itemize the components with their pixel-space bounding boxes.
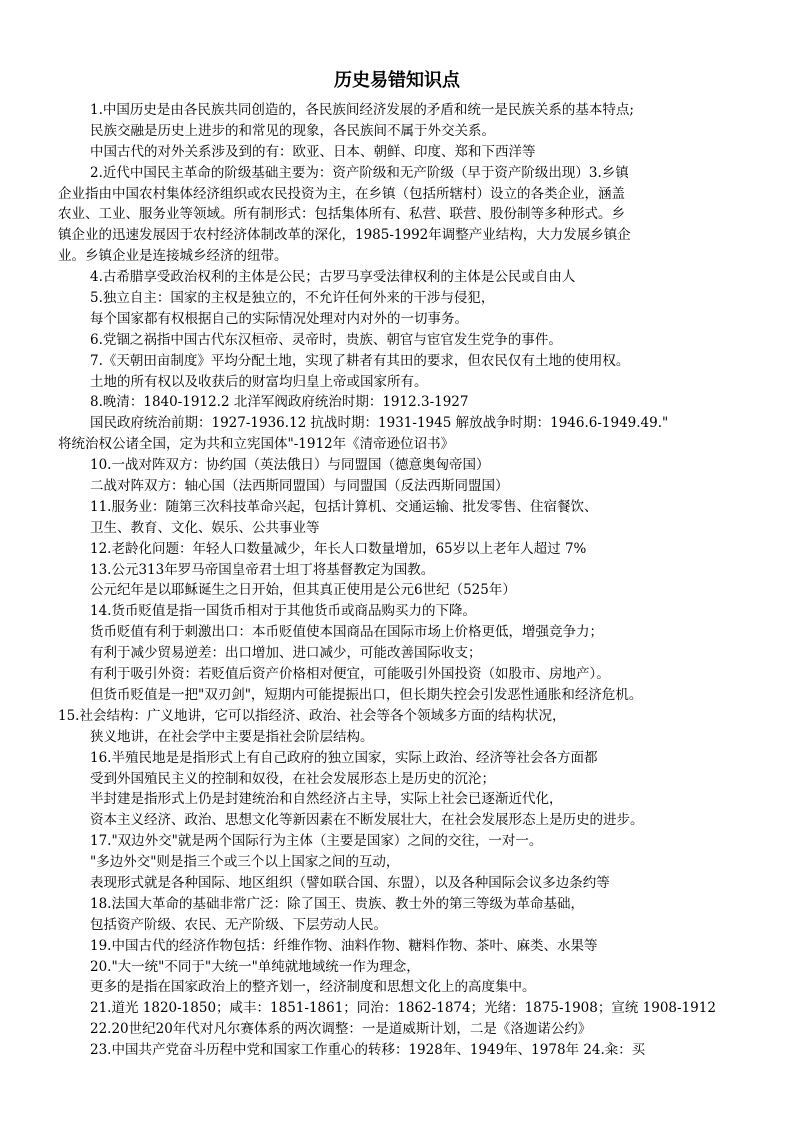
text-line: "多边外交"则是指三个或三个以上国家之间的互动，: [90, 854, 400, 871]
text-line: 企业指由中国农村集体经济组织或农民投资为主，在乡镇（包括所辖村）设立的各类企业，涵盖: [58, 185, 625, 202]
text-line: 14.货币贬值是指一国货币相对于其他货币或商品购买力的下降。: [90, 603, 476, 620]
text-line: 但货币贬值是一把"双刃剑"，短期内可能提振出口，但长期失控会引发恶性通胀和经济危机。: [90, 686, 643, 703]
text-line: 11.服务业：随第三次科技革命兴起，包括计算机、交通运输、批发零售、住宿餐饮、: [90, 498, 598, 515]
text-line: 二战对阵双方：轴心国（法西斯同盟国）与同盟国（反法西斯同盟国）: [90, 478, 509, 495]
text-line: 民族交融是历史上进步的和常见的现象，各民族间不属于外交关系。: [90, 122, 495, 139]
text-line: 23.中国共产党奋斗历程中党和国家工作重心的转移：1928年、1949年、1978年 24.籴：买: [90, 1042, 646, 1059]
text-line: 业。乡镇企业是连接城乡经济的纽带。: [58, 248, 288, 265]
text-line: 国民政府统治前期：1927-1936.12 抗战时期：1931-1945 解放战争时期：1946.6-1949.49.": [90, 415, 669, 432]
document-body: [58, 100, 738, 1061]
document-title: 历史易错知识点: [334, 70, 460, 91]
text-line: 狭义地讲，在社会学中主要是指社会阶层结构。: [90, 728, 374, 745]
text-line: 土地的所有权以及收获后的财富均归皇上帝或国家所有。: [90, 373, 428, 390]
text-line: 更多的是指在国家政治上的整齐划一，经济制度和思想文化上的高度集中。: [90, 979, 536, 996]
text-line: 半封建是指形式上仍是封建统治和自然经济占主导，实际上社会已逐渐近代化，: [90, 791, 563, 808]
text-line: 镇企业的迅速发展因于农村经济体制改革的深化，1985-1992年调整产业结构，大力发展乡镇企: [58, 227, 631, 244]
text-line: 16.半殖民地是是指形式上有自己政府的独立国家，实际上政治、经济等社会各方面都: [90, 749, 598, 766]
text-line: 有利于吸引外资：若贬值后资产价格相对便宜，可能吸引外国投资（如股市、房地产）。: [90, 666, 610, 683]
text-line: 13.公元313年罗马帝国皇帝君士坦丁将基督教定为国教。: [90, 561, 435, 578]
text-line: 农业、工业、服务业等领域。所有制形式：包括集体所有、私营、联营、股份制等多种形式。乡: [58, 206, 625, 223]
text-line: 6.党锢之祸指中国古代东汉桓帝、灵帝时，贵族、朝官与宦官发生党争的事件。: [90, 331, 562, 348]
text-line: 表现形式就是各种国际、地区组织（譬如联合国、东盟），以及各种国际会议多边条约等: [90, 874, 610, 891]
text-line: 2.近代中国民主革命的阶级基础主要为：资产阶级和无产阶级（早于资产阶级出现）3.乡镇: [90, 164, 629, 181]
text-line: 10.一战对阵双方：协约国（英法俄日）与同盟国（德意奥匈帝国）: [90, 457, 490, 474]
text-line: 公元纪年是以耶稣诞生之日开始，但其真正使用是公元6世纪（525年）: [90, 582, 516, 599]
text-line: 资本主义经济、政治、思想文化等新因素在不断发展壮大，在社会发展形态上是历史的进步。: [90, 812, 644, 829]
text-line: 卫生、教育、文化、娱乐、公共事业等: [90, 519, 320, 536]
text-line: 4.古希腊享受政治权利的主体是公民；古罗马享受法律权利的主体是公民或自由人: [90, 269, 576, 286]
text-line: 15.社会结构：广义地讲，它可以指经济、政治、社会等各个领域多方面的结构状况，: [58, 707, 566, 724]
text-line: 22.20世纪20年代对凡尔赛体系的两次调整：一是道威斯计划，二是《洛迦诺公约》: [90, 1021, 592, 1038]
text-line: 21.道光 1820-1850；咸丰：1851-1861；同治：1862-1874；光绪：1875-1908；宣统 1908-1912: [90, 1000, 716, 1017]
text-line: 每个国家都有权根据自己的实际情况处理对内对外的一切事务。: [90, 310, 468, 327]
text-line: 12.老龄化问题：年轻人口数量减少，年长人口数量增加，65岁以上老年人超过 7%: [90, 540, 587, 557]
text-line: 19.中国古代的经济作物包括：纤维作物、油料作物、糖料作物、茶叶、麻类、水果等: [90, 937, 598, 954]
text-line: 中国古代的对外关系涉及到的有：欧亚、日本、朝鲜、印度、郑和下西洋等: [90, 143, 536, 160]
text-line: 8.晚清：1840-1912.2 北洋军阀政府统治时期：1912.3-1927: [90, 394, 469, 411]
text-line: 5.独立自主：国家的主权是独立的，不允许任何外来的干涉与侵犯，: [90, 290, 495, 307]
text-line: 受到外国殖民主义的控制和奴役，在社会发展形态上是历史的沉沦；: [90, 770, 495, 787]
text-line: 18.法国大革命的基础非常广泛：除了国王、贵族、教士外的第三等级为革命基础，: [90, 895, 584, 912]
text-line: 货币贬值有利于刺激出口：本币贬值使本国商品在国际市场上价格更低，增强竞争力；: [90, 624, 603, 641]
text-line: 7.《天朝田亩制度》平均分配土地，实现了耕者有其田的要求，但农民仅有土地的使用权。: [90, 352, 630, 369]
text-line: 将统治权公诸全国，定为共和立宪国体"-1912年《清帝逊位诏书》: [58, 436, 455, 453]
text-line: 包括资产阶级、农民、无产阶级、下层劳动人民。: [90, 916, 387, 933]
text-line: 1.中国历史是由各民族共同创造的，各民族间经济发展的矛盾和统一是民族关系的基本特点;: [90, 102, 634, 118]
text-line: 有利于减少贸易逆差：出口增加、进口减少，可能改善国际收支；: [90, 645, 482, 662]
text-line: 20."大一统"不同于"大统一"单纯就地域统一作为理念，: [90, 958, 420, 975]
text-line: 17."双边外交"就是两个国际行为主体（主要是国家）之间的交往，一对一。: [90, 833, 543, 850]
